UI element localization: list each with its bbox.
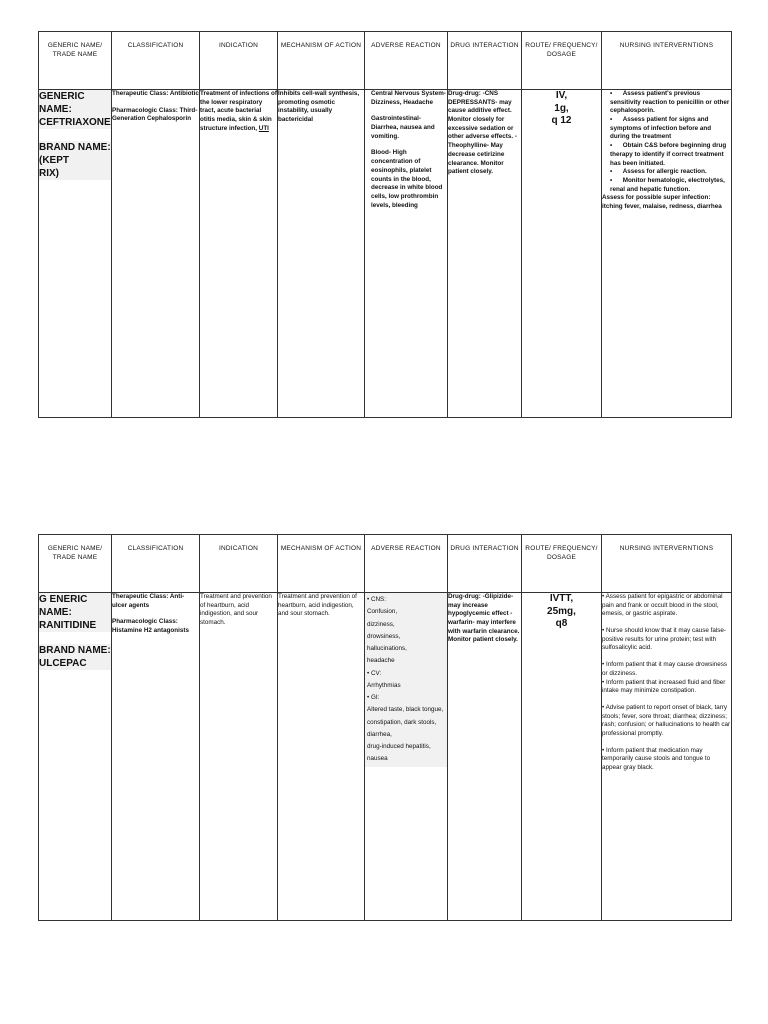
- route-cell: [522, 593, 602, 921]
- pharmacologic-class: Pharmacologic Class: Histamine H2 antagonists: [112, 618, 189, 635]
- adverse-line: • GI:: [367, 694, 380, 702]
- mechanism-cell: [278, 90, 365, 418]
- brand-name-label: BRAND NAME: (KEPT: [39, 142, 111, 166]
- nursing-cell: [602, 593, 732, 921]
- adverse-line: constipation, dark stools, diarrhea,: [367, 718, 437, 738]
- route-method: IV,: [555, 90, 568, 101]
- interaction-text: Drug-drug: -CNS DEPRESSANTS- may cause additive effect. Monitor closely for excessive sedation or other adverse effects. -Theophylline- May decrease cetirizine clearance. Monitor patient closely.: [448, 90, 517, 176]
- route-cell: [522, 90, 602, 418]
- nursing-item: • Obtain C&S before beginning drug therapy to identify if correct treatment has been initiated.: [610, 142, 727, 167]
- drug-table-ranitidine: [38, 534, 732, 921]
- indication-cell: [200, 593, 278, 921]
- header-classification: CLASSIFICATION: [112, 32, 200, 90]
- drug-name-cell: [39, 593, 112, 921]
- header-route: ROUTE/ FREQUENCY/ DOSAGE: [522, 535, 602, 593]
- brand-name-label: BRAND NAME:: [39, 645, 111, 656]
- pharmacologic-class: Pharmacologic Class: Third-Generation Cephalosporin: [112, 106, 198, 123]
- drug-row: [39, 90, 732, 418]
- brand-name-block: [39, 644, 111, 670]
- adverse-line: hallucinations,: [367, 645, 407, 653]
- route-dose: 25mg,: [547, 605, 576, 617]
- adverse-cns: Central Nervous System- Dizziness, Headache: [371, 90, 446, 106]
- header-drug-interaction: DRUG INTERACTION: [448, 32, 522, 90]
- adverse-list: [365, 593, 447, 767]
- nursing-item: • Assess patient for epigastric or abdominal pain and frank or occult blood in the stool, emesis, or gastric aspirate.: [602, 593, 723, 618]
- adverse-line: headache: [367, 657, 395, 665]
- nursing-item: • Monitor hematologic, electrolytes, renal and hepatic function.: [610, 176, 725, 193]
- route-dose: 1g,: [554, 102, 569, 114]
- generic-name-label: GENERIC NAME:: [39, 91, 85, 115]
- generic-name: CEFTRIAXONE: [39, 117, 111, 128]
- nursing-list: [602, 90, 731, 194]
- nursing-item-text: Obtain C&S before beginning drug therapy to identify if correct treatment has been initiated.: [610, 142, 727, 167]
- adverse-cell: [365, 90, 448, 418]
- route-frequency: q8: [555, 618, 568, 629]
- indication-text: Treatment of infections of the lower respiratory tract, acute bacterial otitis media, skin & skin structure infection,: [200, 90, 277, 132]
- nursing-item: • Inform patient that medication may temporarily cause stools and tongue to appear gray black.: [602, 746, 711, 771]
- classification-cell: [112, 593, 200, 921]
- brand-name: ULCEPAC: [39, 658, 87, 669]
- header-generic-name: GENERIC NAME/ TRADE NAME: [39, 535, 112, 593]
- brand-name: RIX): [39, 168, 59, 179]
- header-adverse-reaction: ADVERSE REACTION: [365, 32, 448, 90]
- adverse-line: drowsiness,: [367, 632, 401, 640]
- interaction-cell: [448, 593, 522, 921]
- brand-name-block: [39, 141, 111, 180]
- classification-cell: [112, 90, 200, 418]
- nursing-item: • Nurse should know that it may cause false-positive results for urine protein; test with sulfosalicylic acid.: [602, 627, 727, 652]
- therapeutic-class: Therapeutic Class: Anti-ulcer agents: [112, 593, 185, 609]
- indication-cell: [200, 90, 278, 418]
- header-adverse-reaction: ADVERSE REACTION: [365, 535, 448, 593]
- header-indication: INDICATION: [200, 32, 278, 90]
- drug-name-cell: [39, 90, 112, 418]
- mechanism-cell: [278, 593, 365, 921]
- nursing-item: • Inform patient that it may cause drowsiness or dizziness.: [602, 661, 728, 677]
- nursing-extra: Assess for possible super infection: itching fever, malaise, redness, diarrhea: [602, 194, 722, 210]
- header-route: ROUTE/ FREQUENCY/ DOSAGE: [522, 32, 602, 90]
- route-frequency: q 12: [551, 115, 572, 126]
- header-row: [39, 535, 732, 593]
- nursing-item-text: Monitor hematologic, electrolytes, renal and hepatic function.: [610, 176, 725, 193]
- nursing-cell: [602, 90, 732, 418]
- header-nursing: NURSING INTERVERNTIONS: [602, 32, 732, 90]
- nursing-item-text: Assess patient's previous sensitivity reaction to penicillin or other cephalosporin.: [610, 90, 730, 115]
- adverse-line: dizziness,: [367, 620, 395, 628]
- indication-uti: UTI: [258, 124, 269, 132]
- nursing-item-text: Assess patient for signs and symptoms of infection before and during the treatment: [610, 116, 712, 141]
- adverse-line: Arrhythmias: [367, 681, 401, 689]
- adverse-line: drug-induced hepatitis, nausea: [367, 743, 431, 763]
- mechanism-text: Treatment and prevention of heartburn, acid indigestion, and sour stomach.: [278, 593, 357, 618]
- header-generic-name: GENERIC NAME/ TRADE NAME: [39, 32, 112, 90]
- header-drug-interaction: DRUG INTERACTION: [448, 535, 522, 593]
- nursing-item: • Assess patient's previous sensitivity reaction to penicillin or other cephalosporin.: [610, 90, 730, 115]
- adverse-gi: Gastrointestinal- Diarrhea, nausea and vomiting.: [371, 115, 435, 140]
- nursing-item: • Assess patient for signs and symptoms of infection before and during the treatment: [610, 116, 712, 141]
- header-nursing: NURSING INTERVERNTIONS: [602, 535, 732, 593]
- interaction-cell: [448, 90, 522, 418]
- indication-text: Treatment and prevention of heartburn, acid indigestion, and sour stomach.: [200, 593, 272, 627]
- adverse-line: • CV:: [367, 669, 382, 677]
- generic-name-label: G ENERIC NAME:: [39, 594, 88, 618]
- header-indication: INDICATION: [200, 535, 278, 593]
- drug-row: [39, 593, 732, 921]
- generic-name-block: [39, 90, 111, 129]
- adverse-blood: Blood- High concentration of eosinophils, platelet counts in the blood, decrease in white blood cells, low prothrombin levels, bleeding: [371, 149, 443, 209]
- header-row: [39, 32, 732, 90]
- nursing-item: • Inform patient that increased fluid and fiber intake may minimize constipation.: [602, 678, 726, 695]
- adverse-line: Confusion,: [367, 608, 398, 616]
- adverse-cell: [365, 593, 448, 921]
- adverse-line: • CNS:: [367, 596, 386, 603]
- interaction-text: Drug-drug: -Glipizide- may increase hypoglycemic effect -warfarin- may interfere with warfarin clearance. Monitor patient closely.: [448, 593, 520, 644]
- nursing-item: • Assess for allergic reaction.: [610, 168, 707, 176]
- header-mechanism: MECHANISM OF ACTION: [278, 32, 365, 90]
- mechanism-text: Inhibits cell-wall synthesis, promoting osmotic instability, usually bactericidal: [278, 90, 360, 124]
- generic-name: RANITIDINE: [39, 620, 97, 631]
- header-classification: CLASSIFICATION: [112, 535, 200, 593]
- adverse-line: Altered taste, black tongue,: [367, 706, 444, 714]
- nursing-item-text: Assess for allergic reaction.: [622, 168, 707, 176]
- header-mechanism: MECHANISM OF ACTION: [278, 535, 365, 593]
- drug-table-ceftriaxone: [38, 31, 732, 418]
- nursing-item: • Advise patient to report onset of black, tarry stools; fever, sore throat; diarrhea; dizziness; rash; confusion; or hallucinations to health car professional promptly.: [602, 703, 731, 737]
- generic-name-block: [39, 593, 111, 632]
- therapeutic-class: Therapeutic Class: Antibiotic: [112, 90, 199, 97]
- route-method: IVTT,: [549, 593, 574, 604]
